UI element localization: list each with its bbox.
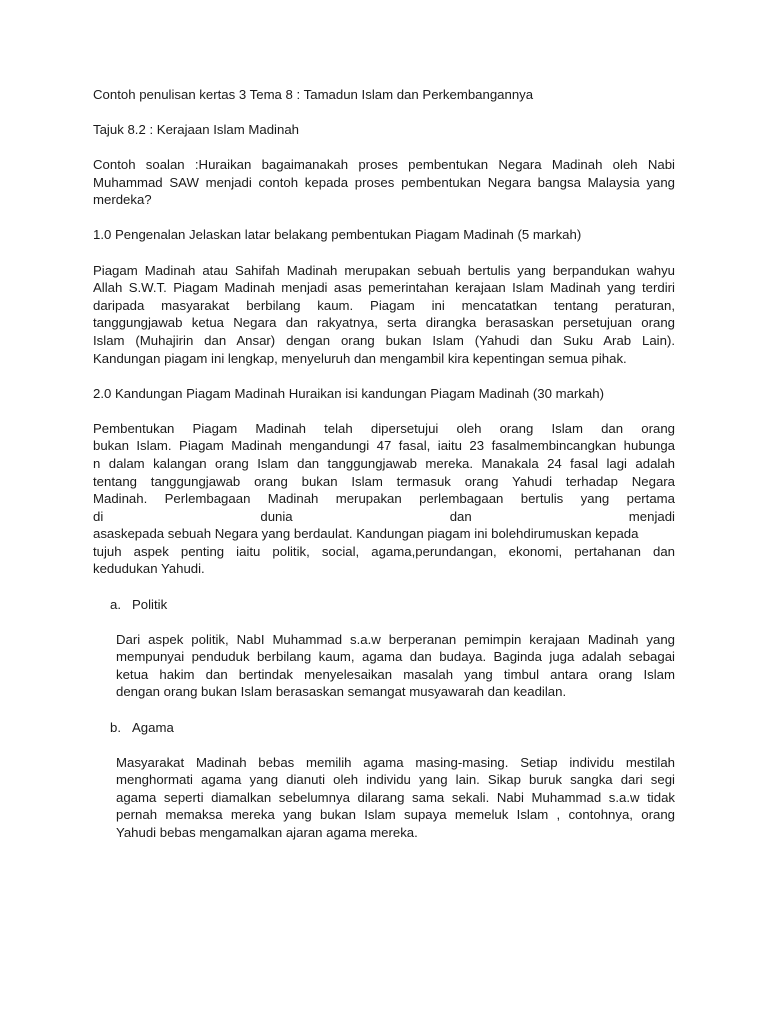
paragraph-line: Pembentukan Piagam Madinah telah dipersetujui oleh orang Islam dan orang bbox=[93, 420, 675, 436]
item-a-paragraph bbox=[116, 631, 675, 701]
item-b-paragraph bbox=[116, 754, 675, 842]
paragraph-line: bukan Islam. Piagam Madinah mengandungi 47 fasal, iaitu 23 fasalmembincangkan hubunga bbox=[93, 438, 675, 454]
list-item-a-heading bbox=[110, 596, 675, 614]
question-paragraph bbox=[93, 156, 675, 209]
paragraph-line: daripada masyarakat berbilang kaum. Piagam ini mencatatkan tentang peraturan, bbox=[93, 297, 675, 313]
list-item-b-heading bbox=[110, 719, 675, 737]
paragraph-line: Masyarakat Madinah bebas memilih agama masing-masing. Setiap individu mestilah bbox=[116, 754, 675, 770]
paragraph-line: Piagam Madinah atau Sahifah Madinah merupakan sebuah bertulis yang berpandukan wahyu bbox=[93, 262, 675, 278]
section-1-heading bbox=[93, 226, 675, 244]
paragraph-line: tujuh aspek penting iaitu politik, social, agama,perundangan, ekonomi, pertahanan dan bbox=[93, 543, 675, 559]
paragraph-line: ketua hakim dan bertindak menyelesaikan masalah yang timbul antara orang Islam bbox=[116, 666, 675, 682]
document-title-line bbox=[93, 86, 675, 104]
question-line: Muhammad SAW menjadi contoh kepada proses pembentukan Negara bangsa Malaysia yang bbox=[93, 174, 675, 190]
list-item-b-title: Agama bbox=[132, 719, 174, 735]
paragraph-line: Kandungan piagam ini lengkap, menyeluruh dan mengambil kira kepentingan semua pihak. bbox=[93, 350, 627, 366]
paragraph-line: Yahudi bebas mengamalkan ajaran agama mereka. bbox=[116, 825, 418, 840]
paragraph-line: pernah memaksa mereka yang bukan Islam supaya memeluk Islam , contohnya, orang bbox=[116, 807, 675, 823]
list-item-a-title: Politik bbox=[132, 596, 168, 612]
paragraph-line: menghormati agama yang dianuti oleh individu yang lain. Sikap buruk sangka dari segi bbox=[116, 772, 675, 788]
paragraph-line: agama seperti diamalkan sebelumnya dilarang sama sekali. Nabi Muhammad s.a.w tidak bbox=[116, 789, 675, 805]
section-2-heading bbox=[93, 385, 675, 403]
question-line: Contoh soalan :Huraikan bagaimanakah proses pembentukan Negara Madinah oleh Nabi bbox=[93, 157, 675, 173]
list-letter-b: b. bbox=[110, 719, 121, 735]
question-line: merdeka? bbox=[93, 192, 152, 208]
paragraph-line: dengan orang bukan Islam berasaskan semangat musyawarah dan keadilan. bbox=[116, 684, 567, 700]
paragraph-line: n dalam kalangan orang Islam dan tanggungjawab mereka. Manakala 24 fasal lagi adalah bbox=[93, 455, 675, 471]
paragraph-line: tentang tanggungjawab orang bukan Islam termasuk orang Yahudi terhadap Negara bbox=[93, 473, 675, 489]
document-page bbox=[93, 86, 675, 859]
section-1-heading-text: 1.0 Pengenalan Jelaskan latar belakang pembentukan Piagam Madinah (5 markah) bbox=[93, 227, 582, 243]
list-letter-a: a. bbox=[110, 596, 121, 612]
paragraph-line: kedudukan Yahudi. bbox=[93, 561, 205, 577]
paragraph-line: Madinah. Perlembagaan Madinah merupakan perlembagaan bertulis yang pertama bbox=[93, 491, 675, 507]
section-2-heading-text: 2.0 Kandungan Piagam Madinah Huraikan isi kandungan Piagam Madinah (30 markah) bbox=[93, 385, 604, 401]
paragraph-line: tanggungjawab ketua Negara dan rakyatnya, serta dirangka berasaskan persetujuan orang bbox=[93, 315, 675, 331]
paragraph-line: Dari aspek politik, NabI Muhammad s.a.w berperanan pemimpin kerajaan Madinah yang bbox=[116, 631, 675, 647]
paragraph-line: asaskepada sebuah Negara yang berdaulat. Kandungan piagam ini bolehdirumuskan kepada bbox=[93, 526, 639, 542]
title-text: Contoh penulisan kertas 3 Tema 8 : Tamadun Islam dan Perkembangannya bbox=[93, 87, 534, 102]
paragraph-line: di dunia dan menjadi bbox=[93, 508, 675, 524]
topic-line bbox=[93, 121, 675, 139]
paragraph-line: mempunyai penduduk berbilang kaum, agama dan budaya. Baginda juga adalah sebagai bbox=[116, 649, 675, 665]
paragraph-line: Allah S.W.T. Piagam Madinah menjadi asas pemerintahan kerajaan Islam Madinah yang terdiri bbox=[93, 280, 675, 296]
section-1-paragraph bbox=[93, 262, 675, 368]
section-2-paragraph bbox=[93, 420, 675, 578]
topic-text: Tajuk 8.2 : Kerajaan Islam Madinah bbox=[93, 122, 299, 138]
paragraph-line: Islam (Muhajirin dan Ansar) dengan orang bukan Islam (Yahudi dan Suku Arab Lain). bbox=[93, 332, 675, 348]
